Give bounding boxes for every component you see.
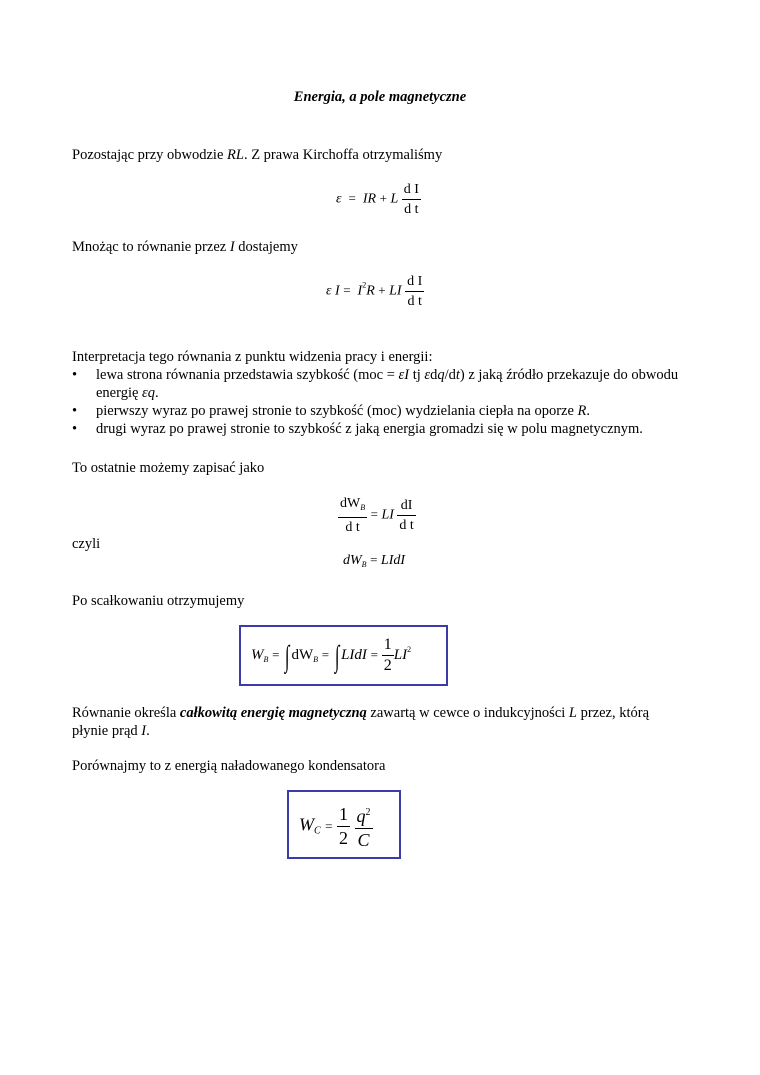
conclusion-line-2 — [72, 722, 649, 740]
eq5-sub-2: B — [313, 654, 319, 664]
eq2-equals: = — [343, 282, 351, 298]
paragraph-intro — [72, 146, 442, 164]
eq6-den1: 2 — [339, 828, 349, 848]
b1-period: . — [155, 385, 159, 401]
eq3-li: LI — [381, 507, 394, 523]
integral-icon: ∫ — [285, 639, 290, 673]
eq6-sup: 2 — [365, 807, 371, 818]
paragraph-compare: Porównajmy to z energią naładowanego kondensatora — [72, 758, 386, 774]
eq5-li: LI — [393, 646, 408, 663]
eq3-sub: B — [360, 503, 366, 512]
boxed-equation-magnetic-energy — [239, 625, 448, 686]
eq6-q: q — [356, 806, 366, 826]
interpretation-section — [72, 348, 692, 438]
eq5-sup: 2 — [407, 644, 412, 654]
conclusion-line-1 — [72, 704, 649, 722]
eq6-fraction-1 — [337, 803, 350, 850]
eq3-dw: dW — [340, 496, 361, 511]
b3-text: drugi wyraz po prawej stronie to szybkość z jaką energia gromadzi się w polu magnetycznym. — [96, 421, 643, 437]
eq5-w: W — [251, 646, 264, 663]
eq5-num: 1 — [382, 635, 394, 656]
eq1-lhs: ε — [336, 191, 342, 207]
equation-differential — [343, 552, 405, 569]
text-czyli: czyli — [72, 536, 101, 552]
b1-text-c: ) z jaką źródło przekazuje do obwodu energię — [96, 367, 679, 401]
eq2-den: d t — [407, 294, 422, 309]
eq1-equals: = — [348, 190, 356, 206]
list-item — [72, 420, 692, 438]
eq2-sup: 2 — [362, 280, 367, 290]
eq6-content — [299, 801, 373, 852]
integral-icon: ∫ — [334, 639, 340, 673]
eq2-plus: + — [378, 282, 386, 298]
paragraph-rewrite: To ostatnie możemy zapisać jako — [72, 460, 265, 476]
eq5-equals-2: = — [321, 646, 330, 662]
paragraph-conclusion — [72, 704, 649, 740]
eq6-den2 — [355, 829, 373, 852]
eq4-sub: B — [361, 560, 367, 569]
eq5-den: 2 — [383, 657, 392, 674]
eq5-sub: B — [263, 654, 269, 664]
intro-rl: RL — [227, 147, 244, 163]
eq3-equals: = — [370, 506, 378, 522]
conclusion-line2-b: . — [146, 723, 150, 739]
eq5-fraction — [382, 635, 394, 676]
eq2-num: d I — [405, 272, 424, 292]
b1-slash: /d — [444, 367, 456, 383]
eq6-num2 — [355, 801, 373, 829]
eq2-lhs: ε I — [326, 283, 340, 299]
eq1-l: L — [390, 191, 399, 207]
eq5-lidi: LIdI — [341, 646, 367, 663]
b1-t: t — [455, 367, 460, 383]
eq1-fraction — [402, 180, 421, 219]
b1-d: d — [430, 367, 438, 383]
eq3-num-right: dI — [397, 496, 415, 516]
bullet-icon: • — [72, 403, 78, 419]
eq3-num-left — [338, 494, 367, 518]
multiply-text-b: dostajemy — [234, 239, 298, 255]
paragraph-multiply — [72, 238, 298, 256]
eq3-den-left: d t — [345, 520, 360, 535]
eq6-w: W — [299, 814, 314, 835]
eq1-plus: + — [379, 190, 387, 206]
interpretation-intro: Interpretacja tego równania z punktu widzenia pracy i energii: — [72, 349, 433, 365]
eq4-dw: dW — [343, 553, 362, 568]
eq6-num1: 1 — [337, 803, 350, 827]
b1-text-b: tj — [409, 367, 425, 383]
eq5-equals-3: = — [370, 646, 379, 662]
eq5-equals-1: = — [272, 646, 280, 662]
paragraph-integration: Po scałkowaniu otrzymujemy — [72, 593, 245, 609]
eq3-fraction-left — [338, 494, 367, 537]
intro-text-b: . Z prawa Kirchoffa otrzymaliśmy — [243, 147, 443, 163]
equation-power — [326, 272, 424, 311]
eq2-li: LI — [389, 283, 402, 299]
conclusion-l: L — [568, 705, 577, 721]
eq2-i: I — [357, 283, 363, 299]
eq4-rhs: LIdI — [380, 553, 406, 568]
b1-text-a: lewa strona równania przedstawia szybkość (moc = — [96, 367, 399, 383]
bullet-icon: • — [72, 421, 78, 437]
eq6-equals: = — [325, 818, 333, 834]
b2-text-a: pierwszy wyraz po prawej stronie to szybkość (moc) wydzielania ciepła na oporze — [96, 403, 578, 419]
eq4-equals: = — [370, 552, 378, 567]
equation-kirchhoff — [336, 180, 421, 219]
bullet-icon: • — [72, 367, 78, 383]
conclusion-text-a: Równanie określa — [72, 705, 180, 721]
b1-edq: ε — [424, 367, 431, 383]
b1-eq: εq — [142, 385, 155, 401]
eq1-den: d t — [404, 202, 419, 217]
conclusion-text-c: przez, którą — [576, 705, 650, 721]
interpretation-list — [72, 366, 692, 438]
list-item — [72, 366, 692, 402]
list-item — [72, 402, 692, 420]
eq2-r: R — [366, 283, 375, 299]
boxed-equation-capacitor-energy — [287, 790, 401, 859]
eq3-fraction-right — [397, 496, 415, 535]
eq1-ir: IR — [362, 191, 377, 207]
b2-period: . — [586, 403, 591, 419]
page-title: Energia, a pole magnetyczne — [293, 89, 467, 105]
b1-ei: εI — [398, 367, 410, 383]
conclusion-i: I — [141, 723, 147, 739]
b2-r: R — [577, 403, 587, 419]
equation-energy-rate — [338, 494, 416, 537]
eq2-fraction — [405, 272, 424, 311]
eq6-sub: C — [314, 825, 321, 837]
eq5-dw: dW — [291, 646, 314, 663]
b1-q: q — [437, 367, 445, 383]
conclusion-line2-a: płynie prąd — [72, 723, 142, 739]
eq1-num: d I — [402, 180, 421, 200]
eq6-fraction-2 — [355, 801, 373, 852]
intro-text-a: Pozostając przy obwodzie — [72, 147, 228, 163]
eq5-content — [251, 635, 411, 676]
eq3-den-right: d t — [399, 518, 414, 533]
eq6-c: C — [357, 830, 370, 850]
conclusion-bold: całkowitą energię magnetyczną — [179, 705, 367, 721]
multiply-i: I — [229, 239, 235, 255]
conclusion-text-b: zawartą w cewce o indukcyjności — [366, 705, 569, 721]
multiply-text-a: Mnożąc to równanie przez — [72, 239, 230, 255]
